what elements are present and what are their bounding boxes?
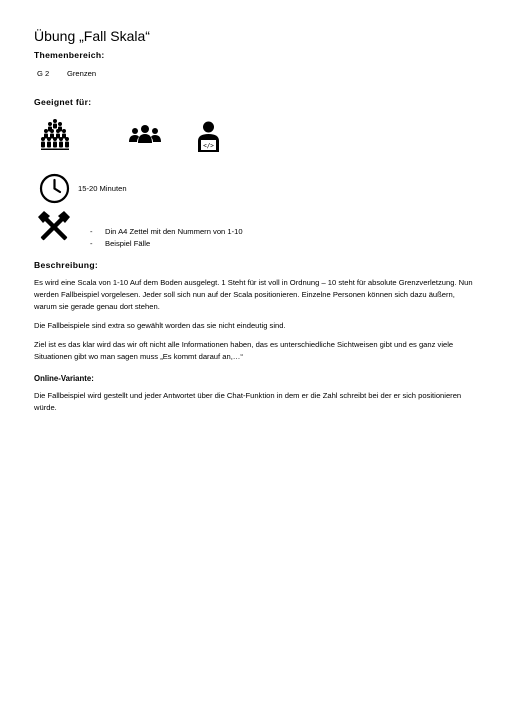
topic-heading: Themenbereich:: [34, 50, 105, 60]
tools-icon: [37, 210, 71, 244]
clock-icon: [39, 173, 70, 204]
material-bullet-1: -: [90, 227, 93, 236]
small-group-icon: [129, 124, 161, 144]
online-person-icon: [196, 121, 221, 153]
paragraph-2: Die Fallbeispiele sind extra so gewählt worden das sie nicht eindeutig sind.: [34, 321, 286, 330]
duration-text: 15-20 Minuten: [78, 184, 127, 193]
material-item-2: Beispiel Fälle: [105, 239, 151, 248]
paragraph-3: Ziel ist es das klar wird das wir oft nicht alle Informationen haben, das es unterschiedliche Sichtweisen gibt und es ganz viele Situationen gibt wo man sagen muss „Es kommt darauf an,…“: [34, 340, 454, 362]
online-heading: Online-Variante:: [34, 374, 94, 383]
material-bullet-2: -: [90, 239, 93, 248]
page-title: Übung „Fall Skala“: [34, 28, 150, 44]
description-heading: Beschreibung:: [34, 260, 99, 270]
topic-code: G 2: [37, 69, 50, 78]
topic-name: Grenzen: [67, 69, 97, 78]
online-text: Die Fallbeispiel wird gestellt und jeder Antwortet über die Chat-Funktion in dem er die Zahl schreibt bei der er sich positionieren würde.: [34, 391, 462, 413]
large-group-icon: [40, 118, 70, 152]
svg-text:</>: </>: [203, 142, 214, 150]
suitable-heading: Geeignet für:: [34, 97, 92, 107]
material-item-1: Din A4 Zettel mit den Nummern von 1-10: [105, 227, 243, 236]
paragraph-1: Es wird eine Scala von 1-10 Auf dem Boden ausgelegt. 1 Steht für ist voll in Ordnung – 10 steht für absolute Grenzverletzung. Nun werden Fallbeispiel vorgelesen. Jeder soll sich nun auf der Scala positionieren. Einzelne Personen können sich dazu äußern, warum sie gerade genau dort stehen.: [34, 278, 473, 312]
